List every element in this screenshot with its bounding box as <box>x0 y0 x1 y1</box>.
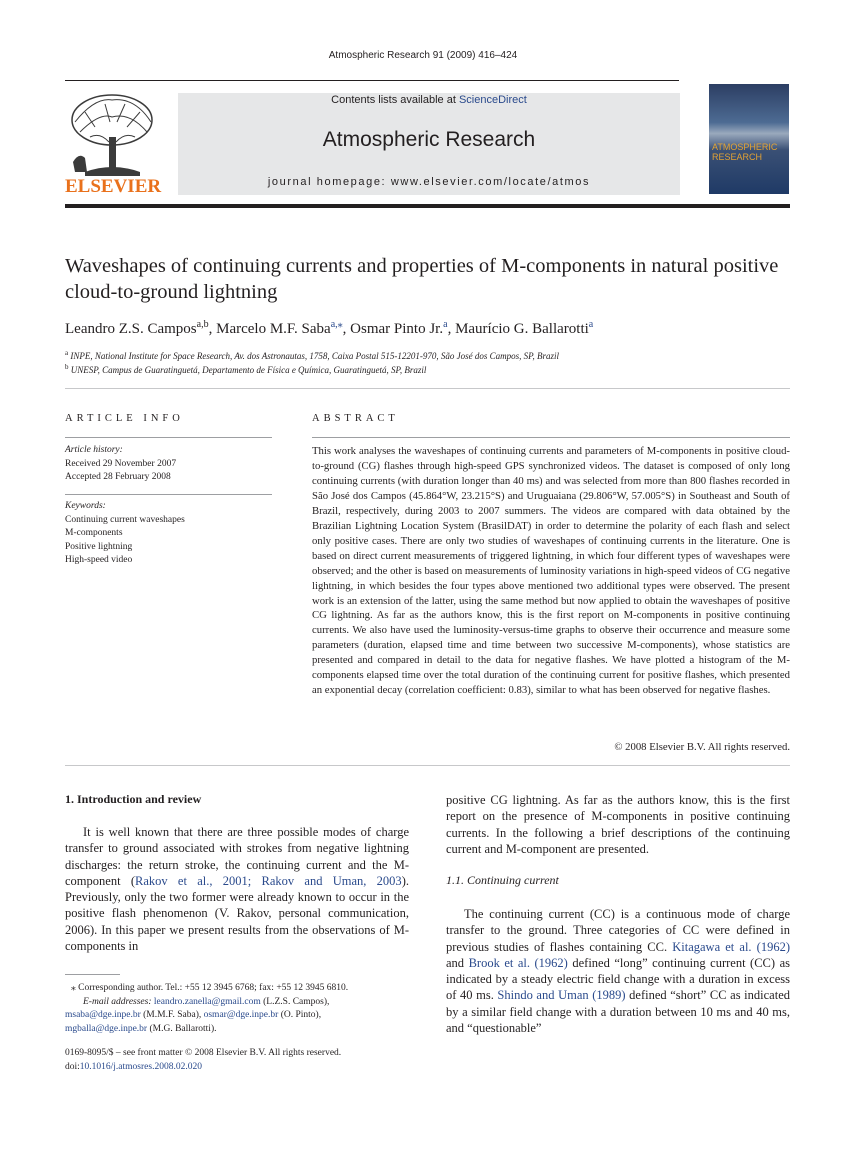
contents-line <box>178 94 680 106</box>
footnote-rule <box>65 974 120 975</box>
author-name: Osmar Pinto Jr. <box>350 321 444 337</box>
author-list: Leandro Z.S. Campos$^{a,b}$, Marcelo M.F. Saba$^{a,⁎}$, Osmar Pinto Jr.$^a$, Maurício G. Ballarotti$^a$ <box>65 319 594 337</box>
top-rule <box>65 80 679 81</box>
citation-link[interactable]: Brook et al. (1962) <box>468 955 568 970</box>
author-name: Leandro Z.S. Campos <box>65 321 197 337</box>
journal-cover-image <box>709 84 789 194</box>
journal-name: Atmospheric Research <box>322 128 536 151</box>
citation-link[interactable]: Kitagawa et al. (1962) <box>672 939 791 954</box>
body-paragraph: positive CG lightning. As far as the authors know, this is the first report on the presence of M-components in positive continuing currents. In the following a brief descriptions of the continuing current and M-component are presented. <box>446 793 790 856</box>
citation-link[interactable]: Shindo and Uman (1989) <box>497 988 626 1003</box>
divider <box>65 765 790 766</box>
abstract-copyright: © 2008 Elsevier B.V. All rights reserved. <box>614 741 790 753</box>
author-sup[interactable]: a,b <box>196 319 209 330</box>
abstract-heading: ABSTRACT <box>312 413 399 424</box>
journal-reference: Atmospheric Research 91 (2009) 416–424 <box>328 50 518 61</box>
divider <box>312 437 790 438</box>
author-sup[interactable]: a,⁎ <box>330 319 343 330</box>
body-paragraph: The continuing current (CC) is a continuous mode of charge transfer to the ground. Three categories of CC were defined in previous studies of flashes containing CC. Kitagawa et al. (1962) and Brook et al. (1962) defined “long” continuing current (CC) as indicated by a steady electric field change with a duration in excess of 40 ms. Shindo and Uman (1989) defined “short” CC as indicated by a similar field change with a duration between 10 ms and 40 ms, and “questionable” <box>446 907 791 1036</box>
divider <box>65 494 272 495</box>
keyword: Continuing current waveshapes <box>65 514 185 525</box>
email-link[interactable]: mgballa@dge.inpe.br <box>65 1023 148 1034</box>
author-name: Maurício G. Ballarotti <box>455 321 589 337</box>
keywords: Keywords: Continuing current waveshapes M-components Positive lightning High-speed video <box>65 500 275 568</box>
front-matter: 0169-8095/$ – see front matter © 2008 Elsevier B.V. All rights reserved. doi:10.1016/j.atmosres.2008.02.020 <box>65 1048 342 1072</box>
author-name: Marcelo M.F. Saba <box>216 321 331 337</box>
keyword: High-speed video <box>65 555 133 565</box>
cover-title: ATMOSPHERIC RESEARCH <box>712 142 778 162</box>
author-sup[interactable]: a <box>443 319 448 330</box>
contents-prefix: Contents lists available at <box>331 94 459 106</box>
corresponding-author-footnote: ⁎ Corresponding author. Tel.: +55 12 3945 6768; fax: +55 12 3945 6810. E-mail addresses: leandro.zanella@gmail.com (L.Z.S. Campos), msaba@dge.inpe.br (M.M.F. Saba), osmar@dge.inpe.br (O. Pinto), mgballa@dge.inpe.br (M.G. Ballarotti). <box>65 983 349 1034</box>
subsection-heading: 1.1. Continuing current <box>446 873 559 887</box>
email-link[interactable]: osmar@dge.inpe.br <box>203 1010 279 1020</box>
abstract-text: This work analyses the waveshapes of continuing currents and parameters of M-components in positive cloud-to-ground (CG) flashes through high-speed GPS synchronized videos. The dataset is composed of only long continuing currents (with duration longer than 40 ms) and was selected from more than 800 flashes recorded in São José dos Campos (45.864°W, 23.215°S) and Uruguaiana (29.806°W, 57.005°S) in Southeast and South of Brazil, respectively, during 2003 to 2007 summers. The videos are compared with data obtained by the Brazilian Lightning Location System (BrasilDAT) in order to determine the polarity of each flash and select only positive cases. There are only two studies of waveshapes of continuing currents in the literature. One is based on direct current measurements of triggered lightning, in which four different types of waveshapes were observed; and the other is based on measurements of luminosity variations in high-speed videos of CG negative lightning, in which besides the four types above mentioned two additional types were observed. The present work is an extension of the latter, using the same method but now applied to obtain the waveshapes of positive CG lightning. As far as the authors know, this is the first report on M-components in positive continuing currents. We also have used the luminosity-versus-time graphs to observe their occurrence and measure some parameters (duration, elapsed time and time between two successive M-components), whose statistics are presented and compared in detail to the data for negative flashes. We have plotted a histogram of the M-components elapsed time over the total duration of the continuing current for positive flashes, which presented an exponential decay (correlation coefficient: 0.83), similar to what has been observed for negative flashes. <box>312 445 790 697</box>
keyword: Positive lightning <box>65 541 133 552</box>
article-title: Waveshapes of continuing currents and properties of M-components in natural positive cloud-to-ground lightning <box>65 255 779 303</box>
email-link[interactable]: msaba@dge.inpe.br <box>65 1010 141 1020</box>
body-paragraph: It is well known that there are three possible modes of charge transfer to ground associated with strokes from negative lightning discharges: the return stroke, the continuing current and the M-component (Rakov et al., 2001; Rakov and Uman, 2003). Previously, only the two former were already known to occur in the positive flash phenomenon (V. Rakov, personal communication, 2006). In this paper we present results from the observations of M-components in <box>65 825 409 954</box>
article-info-heading: ARTICLE INFO <box>65 413 184 424</box>
affiliation-b: $^b$ UNESP, Campus de Guaratinguetá, Departamento de Física e Química, Guaratinguetá, SP, Brazil <box>65 363 427 375</box>
affiliation-a: $^a$ INPE, National Institute for Space Research, Av. dos Astronautas, 1758, Caixa Postal 515-12201-970, São José dos Campos, SP, Brazil <box>65 349 560 361</box>
divider <box>65 437 272 438</box>
author-sup[interactable]: a <box>588 319 594 330</box>
citation-link[interactable]: Rakov et al., 2001; Rakov and Uman, 2003 <box>134 873 402 888</box>
section-heading: 1. Introduction and review <box>65 792 202 806</box>
elsevier-wordmark: ELSEVIER <box>65 176 162 197</box>
keyword: M-components <box>65 528 123 538</box>
header-rule <box>65 204 790 208</box>
article-history: Article history: Received 29 November 2007 Accepted 28 February 2008 <box>65 445 177 482</box>
divider <box>65 388 790 389</box>
sciencedirect-link[interactable]: ScienceDirect <box>458 94 527 106</box>
email-link[interactable]: leandro.zanella@gmail.com <box>153 996 261 1007</box>
journal-homepage[interactable]: journal homepage: www.elsevier.com/locate/atmos <box>267 176 591 188</box>
doi-link[interactable]: 10.1016/j.atmosres.2008.02.020 <box>79 1061 202 1072</box>
